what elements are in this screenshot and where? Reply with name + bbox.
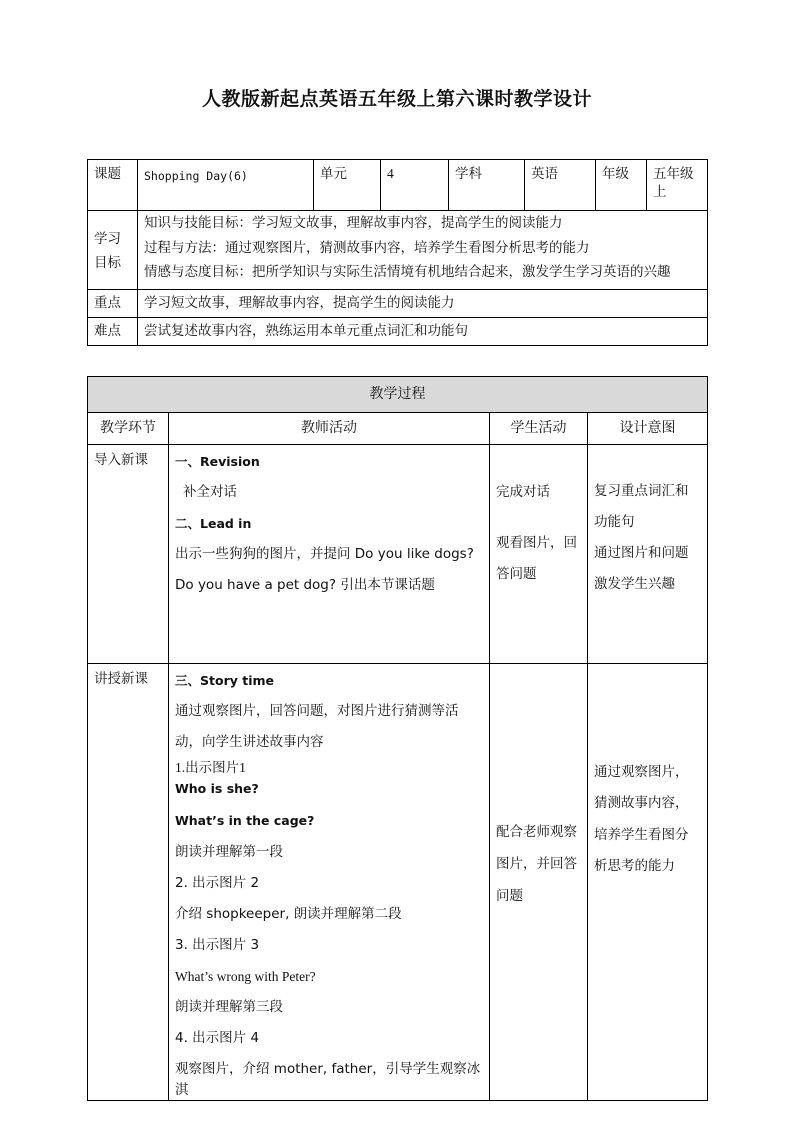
intent-new [588, 663, 708, 1100]
student-line: 观看图片，回答问题 [496, 534, 577, 582]
objectives-row [88, 211, 708, 290]
objective-knowledge: 知识与技能目标：学习短文故事，理解故事内容，提高学生的阅读能力 [144, 215, 563, 231]
teacher-line: 出示一些狗狗的图片，并提问 Do you like dogs? [175, 545, 474, 562]
header-teacher: 教师活动 [169, 412, 490, 444]
teacher-line: Who is she? [175, 780, 259, 796]
process-banner: 教学过程 [88, 377, 708, 413]
teacher-line: 介绍 shopkeeper, 朗读并理解第二段 [175, 905, 402, 922]
teacher-line: 通过观察图片，回答问题，对图片进行猜测等活动，向学生讲述故事内容 [175, 702, 459, 750]
teacher-line: 观察图片，介绍 mother, father，引导学生观察冰淇 [175, 1060, 481, 1098]
process-table [87, 376, 708, 413]
key-points-label: 重点 [88, 290, 138, 318]
objective-process: 过程与方法：通过观察图片，猜测故事内容，培养学生看图分析思考的能力 [144, 239, 590, 256]
teacher-line: What’s in the cage? [175, 812, 315, 828]
header-intent: 设计意图 [588, 412, 708, 444]
document-title: 人教版新起点英语五年级上第六课时教学设计 [201, 88, 592, 110]
info-row [88, 160, 708, 211]
teacher-new [169, 663, 490, 1100]
teacher-line: 1.出示图片1 [175, 759, 246, 775]
topic-value: Shopping Day(6) [138, 160, 314, 211]
subject-label: 学科 [449, 160, 525, 211]
teacher-line: Do you have a pet dog? 引出本节课话题 [175, 576, 435, 593]
objectives-label-text: 学习目标 [94, 231, 121, 271]
difficulties-label: 难点 [88, 318, 138, 346]
teacher-line: 一、Revision [175, 453, 260, 469]
teacher-line: 2. 出示图片 2 [175, 874, 260, 891]
key-points-value: 学习短文故事，理解故事内容，提高学生的阅读能力 [138, 290, 708, 318]
topic-label: 课题 [88, 160, 138, 211]
teacher-line: 朗读并理解第三段 [175, 998, 283, 1015]
intent-line: 复习重点词汇和功能句 [594, 482, 689, 530]
stage-intro: 导入新课 [88, 444, 169, 663]
info-table [87, 159, 708, 346]
header-student: 学生活动 [490, 412, 588, 444]
teacher-line: 朗读并理解第一段 [175, 843, 283, 860]
teacher-line: 4. 出示图片 4 [175, 1029, 260, 1046]
difficulties-row [88, 318, 708, 346]
process-body-table [87, 412, 708, 1101]
grade-value: 五年级上 [647, 160, 708, 211]
subject-value: 英语 [525, 160, 596, 211]
intent-intro [588, 444, 708, 663]
unit-value: 4 [381, 160, 449, 211]
objectives-content [138, 211, 708, 290]
student-line: 完成对话 [496, 483, 550, 500]
teacher-line: 三、Story time [175, 672, 274, 688]
teacher-line: 二、Lead in [175, 515, 252, 531]
process-row-new [88, 663, 708, 1100]
difficulties-value: 尝试复述故事内容，熟练运用本单元重点词汇和功能句 [138, 318, 708, 346]
student-intro [490, 444, 588, 663]
header-stage: 教学环节 [88, 412, 169, 444]
process-banner-row [88, 377, 708, 413]
objectives-label [88, 211, 138, 290]
teacher-line: What’s wrong with Peter? [175, 968, 316, 984]
grade-label: 年级 [596, 160, 647, 211]
unit-label: 单元 [314, 160, 381, 211]
stage-new: 讲授新课 [88, 663, 169, 1100]
key-points-row [88, 290, 708, 318]
teacher-line: 3. 出示图片 3 [175, 936, 260, 953]
student-new [490, 663, 588, 1100]
process-header-row [88, 412, 708, 444]
process-row-intro [88, 444, 708, 663]
objective-emotion: 情感与态度目标：把所学知识与实际生活情境有机地结合起来，激发学生学习英语的兴趣 [144, 264, 671, 280]
teacher-intro [169, 444, 490, 663]
student-line: 配合老师观察图片，并回答问题 [496, 823, 577, 904]
intent-line: 通过图片和问题激发学生兴趣 [594, 544, 689, 592]
intent-line: 通过观察图片，猜测故事内容，培养学生看图分析思考的能力 [594, 763, 689, 875]
teacher-line: 补全对话 [183, 483, 237, 500]
